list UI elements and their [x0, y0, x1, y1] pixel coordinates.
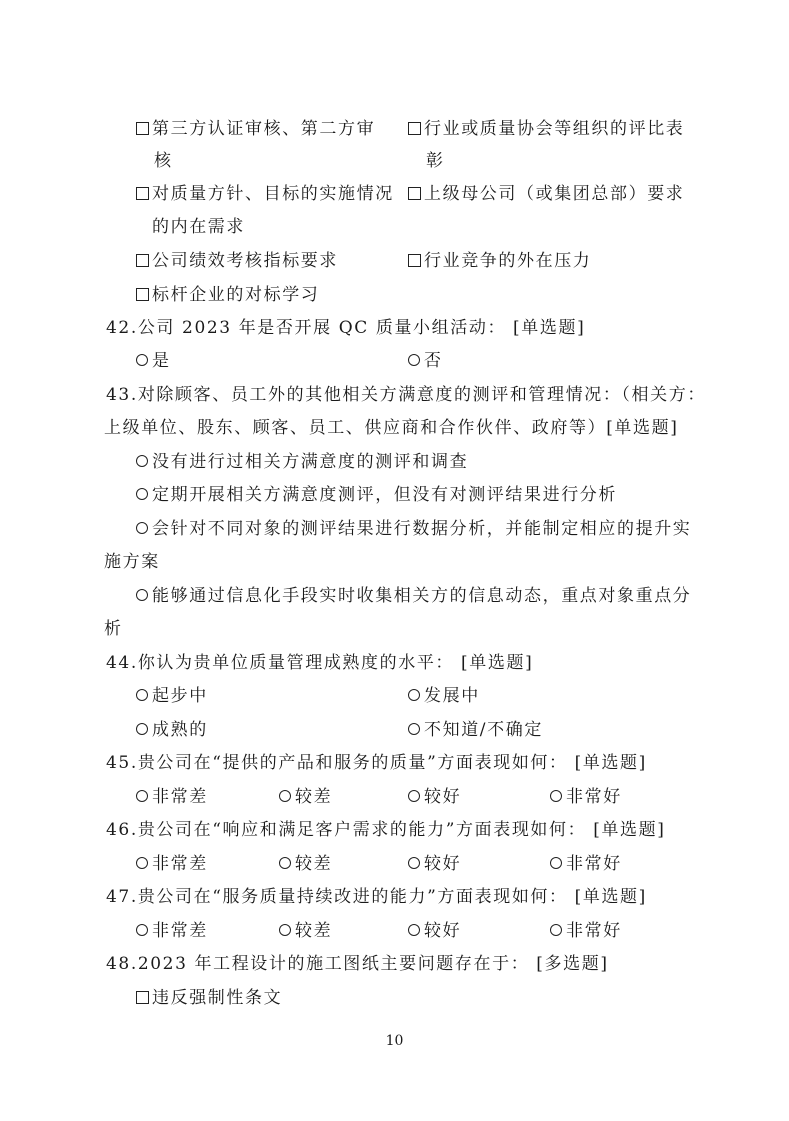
checkbox-icon[interactable] — [136, 187, 149, 200]
question-title: 45.贵公司在“提供的产品和服务的质量”方面表现如何： [单选题] — [106, 753, 647, 773]
radio-option[interactable] — [279, 853, 332, 875]
option-text: 否 — [424, 351, 443, 371]
radio-option[interactable] — [136, 920, 208, 942]
radio-icon[interactable] — [136, 488, 148, 500]
radio-icon[interactable] — [408, 924, 420, 936]
option-text: 第三方认证审核、第二方审 — [152, 119, 376, 139]
radio-icon[interactable] — [550, 857, 562, 869]
radio-option[interactable] — [136, 484, 617, 506]
checkbox-option[interactable] — [136, 183, 394, 205]
option-text-continued: 析 — [104, 619, 123, 639]
radio-option[interactable] — [136, 786, 208, 808]
checkbox-option[interactable] — [136, 118, 375, 140]
option-text: 非常好 — [566, 921, 622, 941]
option-text-continued: 核 — [154, 151, 173, 171]
option-text: 定期开展相关方满意度测评，但没有对测评结果进行分析 — [152, 485, 617, 505]
question-title-continued: 上级单位、股东、顾客、员工、供应商和合作伙伴、政府等）[单选题] — [104, 418, 679, 438]
radio-icon[interactable] — [136, 354, 148, 366]
radio-icon[interactable] — [408, 689, 420, 701]
option-text: 非常差 — [152, 921, 208, 941]
radio-option[interactable] — [550, 786, 622, 808]
option-text: 会针对不同对象的测评结果进行数据分析，并能制定相应的提升实 — [152, 519, 692, 539]
option-text: 较好 — [424, 921, 462, 941]
radio-option[interactable] — [136, 685, 208, 707]
checkbox-icon[interactable] — [136, 122, 149, 135]
option-text-continued: 彰 — [426, 151, 445, 171]
radio-icon[interactable] — [408, 723, 420, 735]
radio-icon[interactable] — [136, 522, 148, 534]
radio-icon[interactable] — [136, 924, 148, 936]
checkbox-option[interactable] — [136, 987, 282, 1009]
checkbox-icon[interactable] — [408, 254, 421, 267]
option-text: 非常差 — [152, 854, 208, 874]
option-text: 非常好 — [566, 787, 622, 807]
radio-icon[interactable] — [136, 723, 148, 735]
question-title: 46.贵公司在“响应和满足客户需求的能力”方面表现如何： [单选题] — [106, 820, 666, 840]
option-text: 能够通过信息化手段实时收集相关方的信息动态，重点对象重点分 — [152, 586, 692, 606]
radio-option[interactable] — [279, 920, 332, 942]
checkbox-option[interactable] — [408, 250, 591, 272]
question-title: 42.公司 2023 年是否开展 QC 质量小组活动： [单选题] — [106, 318, 586, 338]
radio-option[interactable] — [136, 350, 171, 372]
radio-option[interactable] — [136, 585, 691, 607]
question-title: 47.贵公司在“服务质量持续改进的能力”方面表现如何： [单选题] — [106, 887, 647, 907]
radio-icon[interactable] — [136, 455, 148, 467]
checkbox-icon[interactable] — [136, 991, 149, 1004]
option-text: 对质量方针、目标的实施情况 — [152, 184, 394, 204]
radio-option[interactable] — [408, 786, 461, 808]
radio-option[interactable] — [408, 920, 461, 942]
option-text-continued: 的内在需求 — [152, 217, 245, 237]
radio-icon[interactable] — [136, 689, 148, 701]
option-text: 较好 — [424, 854, 462, 874]
checkbox-option[interactable] — [408, 118, 684, 140]
checkbox-icon[interactable] — [136, 254, 149, 267]
radio-icon[interactable] — [136, 790, 148, 802]
option-text: 行业竞争的外在压力 — [424, 251, 592, 271]
checkbox-icon[interactable] — [408, 122, 421, 135]
radio-icon[interactable] — [279, 857, 291, 869]
checkbox-option[interactable] — [408, 183, 684, 205]
option-text: 较差 — [295, 854, 333, 874]
radio-icon[interactable] — [279, 924, 291, 936]
radio-option[interactable] — [408, 719, 543, 741]
option-text: 公司绩效考核指标要求 — [152, 251, 338, 271]
option-text: 违反强制性条文 — [152, 988, 283, 1008]
question-title: 44.你认为贵单位质量管理成熟度的水平： [单选题] — [106, 653, 534, 673]
question-title: 43.对除顾客、员工外的其他相关方满意度的测评和管理情况：（相关方： — [106, 385, 706, 405]
radio-option[interactable] — [136, 719, 208, 741]
radio-icon[interactable] — [408, 354, 420, 366]
radio-icon[interactable] — [550, 790, 562, 802]
option-text: 较好 — [424, 787, 462, 807]
radio-icon[interactable] — [550, 924, 562, 936]
checkbox-icon[interactable] — [408, 187, 421, 200]
radio-option[interactable] — [408, 350, 443, 372]
radio-option[interactable] — [550, 853, 622, 875]
option-text: 起步中 — [152, 686, 208, 706]
option-text: 不知道/不确定 — [424, 720, 543, 740]
radio-icon[interactable] — [408, 790, 420, 802]
page-number: 10 — [385, 1033, 404, 1049]
option-text: 发展中 — [424, 686, 480, 706]
radio-icon[interactable] — [136, 857, 148, 869]
radio-option[interactable] — [136, 853, 208, 875]
checkbox-option[interactable] — [136, 284, 319, 306]
radio-option[interactable] — [408, 853, 461, 875]
question-title: 48.2023 年工程设计的施工图纸主要问题存在于： [多选题] — [106, 954, 609, 974]
radio-option[interactable] — [136, 451, 468, 473]
checkbox-icon[interactable] — [136, 288, 149, 301]
radio-option[interactable] — [136, 518, 691, 540]
radio-option[interactable] — [408, 685, 480, 707]
option-text: 上级母公司（或集团总部）要求 — [424, 184, 685, 204]
option-text: 没有进行过相关方满意度的测评和调查 — [152, 452, 469, 472]
option-text: 行业或质量协会等组织的评比表 — [424, 119, 685, 139]
option-text: 非常好 — [566, 854, 622, 874]
option-text: 较差 — [295, 921, 333, 941]
radio-icon[interactable] — [136, 589, 148, 601]
checkbox-option[interactable] — [136, 250, 338, 272]
option-text: 非常差 — [152, 787, 208, 807]
option-text: 成熟的 — [152, 720, 208, 740]
radio-option[interactable] — [279, 786, 332, 808]
option-text-continued: 施方案 — [104, 552, 160, 572]
option-text: 是 — [152, 351, 171, 371]
option-text: 较差 — [295, 787, 333, 807]
radio-option[interactable] — [550, 920, 622, 942]
radio-icon[interactable] — [279, 790, 291, 802]
radio-icon[interactable] — [408, 857, 420, 869]
option-text: 标杆企业的对标学习 — [152, 285, 320, 305]
